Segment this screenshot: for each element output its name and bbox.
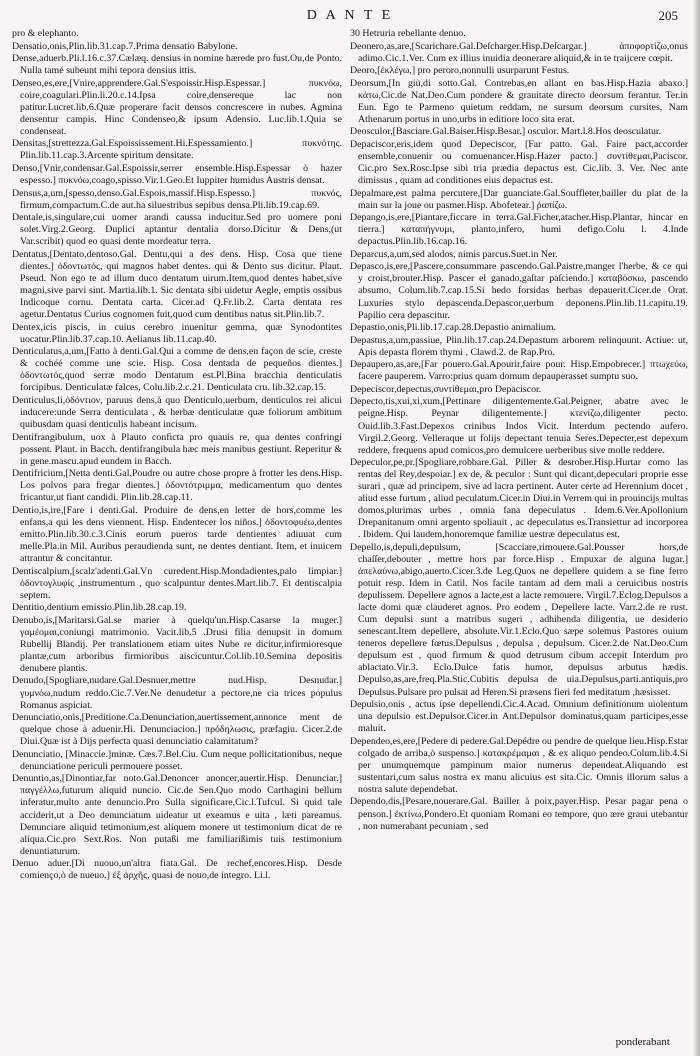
dictionary-entry: Denseo,es,ere,[Vnire,apprendere.Gal.S'espoissir.Hisp.Espessar.] πυκνόω, coire,coagulari.Plin.li.20.c.14.Ipsa coire,densereque lac non patitur.Lucret.lib.6.Quæ properare facit densos concrescere in nubes. Agmina densentur campis. Hinc Condenseo,& ipsum Adensio. Luc.lib.1.Quia se condenseat. <box>12 77 342 137</box>
dictionary-entry: Dentale,is,singulare,cui uomer arandi caussa inducitur.Sed pro uomere poni solet.Virg.2.Georg. Duplici aptantur dentalia dorso.Dicitur & Dens,(ut Var.scribit) quod eo quasi dente mordeatur terra. <box>12 212 342 248</box>
dictionary-entry: Depulsio,onis , actus ipse depellendi.Cic.4.Acad. Omnium definitionum uiolentum una depulsio est.Depulsor.Cicer.in Ant.Depulsor dominatus,quam participes,esse maluit. <box>350 699 688 735</box>
running-head: D A N T E <box>306 8 394 23</box>
dictionary-entry: Dentiscalpium,[scalz'adenti.Gal.Vn curedent.Hisp.Mondadientes,palo limpiar.] ὀδοντογλυφίς ,instrumentum , quo scalpuntur dentes.Mart.lib.7. Et dentiscalpia septem. <box>12 565 342 601</box>
dictionary-entry: Dentatus,[Dentato,dentoso.Gal. Dentu,qui a des dens. Hisp. Cosa que tiene dientes.] ὀδοντωτός, qui magnos habet dentes. qui & Dento sus dicitur. Plaut. Pseud. Non ego te ad illum duco dentatum uirum.Item,quod dentes habet,sive magni,sive parvi sint. Martia.lib.1. Sic dentata sibi uidetur Aegle, emptis ossibus Indicoque cornu. Dentata carta. Cicer.ad Q.Fr.lib.2. Carta dentata res agetur.Dentatus Curius cognomen fuit,quod cum dentibus natus sit.Plin.lib.7. <box>12 248 342 321</box>
dictionary-entry: pro & elephanto. <box>12 28 79 39</box>
left-column <box>12 28 342 1040</box>
dictionary-entry: Denuo aduer.[Di nuouo,un'altra fiata.Gal. De rechef,encores.Hisp. Desde comienço,ò de nueuo.] ἐξ ἀρχῆς, quasi de nouo,de integro. Li.l. <box>12 858 342 882</box>
dictionary-entry: Depango,is,ere,[Piantare,ficcare in terra.Gal.Ficher,atacher.Hisp.Plantar, hincar en tierra.] καταπήγνυμι, planto,infero, humi defigo.Colu l. 4.Inde depactus.Plin.lib.16.cap.16. <box>350 212 688 248</box>
dictionary-entry: Densus,a,um,[spesso,denso.Gal.Espois,massif.Hisp.Espesso.] πυκνός, firmum,compactum.C.de aut.ha siluestribus sepibus densa.Pli.lib.19.cap.69. <box>12 187 342 211</box>
dictionary-entry: Deonero,as,are,[Scarichare.Gal.Deſcharger.Hisp.Deſcargar.] ἀποφορτίζω,onus adimo.Cic.1.Ver. Cum ex illius inuidia deonerare aliquid,& in te traijcere cœpit. <box>350 40 688 64</box>
dictionary-entry: Dependeo,es,ere,[Pedere di pedere.Gal.Depédre ou pendre de quelque lieu.Hisp.Estar colgado de arriba,ò suspenso.] κατακρέμαμαι , & ex aliquo pendeo.Colum.lib.4.Si per unumquemque pampinum maior numerus dependeat.Aliquando est sustentari,cum salus nostra ex manu alicuius est sita.Cic. Omnis illorum salus a nostra salute dependebat. <box>350 735 688 795</box>
dictionary-entry: Depastio,onis,Pli.lib.17.cap.28.Depastio animalium. <box>350 322 556 334</box>
dictionary-entry: Dentitio,dentium emissio.Plin.lib.28.cap.19. <box>12 602 187 614</box>
dictionary-entry: Depeculor,pe,pr.[Spogliare,robbare.Gal. Piller & desrober.Hisp.Hurtar como las rentas del Rey,despoiar.] ex de, & peculor : Sunt qui dicant,depeculari proprie esse surari , quæ ad principem, sive ad lacra pertinent. Auter certe ad Herennium docet , aliud esse furtum , aliud peculatum.Cicer.in Diui.in Verrem qui in prouincijs multas domos,plurimas urbes , omnia fana depeculatus . Idem.6.Ver.Apollonium Drepanitanum omni argento spoliauit , ac depeculatus es.Transiettur ad incorporea . Ibidem. Qui laudem,honoremque familiæ uestræ depeculatus est. <box>350 457 688 541</box>
dictionary-entry: Depecto,tis,xui,xi,xum,[Pettinare diligentemente.Gal.Peigner, abatre avec le peigne.Hisp. Peynar diligentemente.] κτενίζω,diligenter pecto. Ouid.lib.3.Fast.Depexos crinibus Indos Vicit. Interdum pectendo aufero. Virgil.2.Georg. Velleraque ut folijs depectant tenuia Seres.Depecter,est depexum reddere, frequens apud comicos,pro demulcere uerberibus sive molle reddere. <box>350 396 688 456</box>
dictionary-entry: Dentifricium,[Netta denti.Gal.Poudre ou autre chose propre à frotter les dens.Hisp. Los polvos para fregar dientes.] ὀδοντότριμμα, medicamentum quo dentes fricantur,ut fiant candidi. Plin.lib.28.cap.11. <box>12 468 342 504</box>
dictionary-entry: Dense,aduerb.Pli.l.16.c.37.Cælæq. densius in nomine hærede pro fust.Ou,de Ponto. Nulla tamé subeunt mihi tepora densius ittis. <box>12 53 342 77</box>
right-column <box>350 28 688 1040</box>
dictionary-entry: Depeciscor,depectus,συντίθεμαι,pro Depaciscor. <box>350 383 542 395</box>
dictionary-entry: Deoro,[ἐκλέγω,] pro peroro,nonnulli usurparunt Festus. <box>350 65 570 77</box>
dictionary-entry: Denudo,[Spogliare,nudare.Gal.Desnuer,mettre nud.Hisp. Desnudar.] γυμνόω,nudum reddo.Cic.7.Ver.Ne denudetur a pectore,ne cia trices populus Romanus aspiciat. <box>12 675 342 711</box>
page-spine-shadow <box>694 0 700 1056</box>
dictionary-entry: 30 Hetruria rebellante denuo. <box>350 28 466 39</box>
dictionary-entry: Depello,is,depuli,depulsum, [Scacciare,rimouere.Gal.Pousser hors,de chaſſer,debouter , mettre hors par force.Hisp . Empuxar de alguna lugar.] ἀπελαύνω,abigo,auerto.Cicer.3.de Leg.Quos ne depellere quidem a se fine ferro potuit resp. Idem in Catil. Nos facile tantam ad dem mali a ceruicibus nostris depulissem. Depellere agnos a lacte,est a lacte remouere. Virgil.7.Eclog.Depulsos a lacte domi quæ clauderet agnos. Pro eodem , Depellere lacte. Varr.2.de re rust. Cum depulsi sunt a matribus sugeri , adhibenda diligentia, ue desiderio senescant.Item depellere, absolute.Vir.1.Eclo.Quo sæpe solemus Pastores ouium teneros depellere fœtus.Depulsus , depulsa , depulsum. Cicer.2.de Nat.Deo.Cum depulsum est , quod firmum & quod detrusum cibum accepit Interdum pro ablactato.Vir.3. Eclo.Dulce fatis humor, depulsus arbutus hædis. Depulso,as,are,freq.Pla.Stic.Cubitis depulsa de uia.Depulsus,parti.antiquis,pro Depulsus.Pulsare pro pulsat ad Heren.Si præsens fieri fed meditatum ,hæsisset. <box>350 541 688 698</box>
dictionary-entry: Depaupero,as,are,[Far pouero.Gal.Apourir,faire pour. Hisp.Empobrecer.] πτωχεύω, facere pauperem. Varro:prius quam domum depauperasset sumptu suo. <box>350 359 688 383</box>
dictionary-entry: Depaciscor,eris,idem quod Depeciscor, [Far patto. Gal. Faire pact,accorder ensemble,conuenir ou comuenancer.Hisp.Hazer pacto.] συντίθεμαι,Paciscor. Cic.pro Sex.Rosc.Ipse sibi tria prædia depactus est. Cic.lib. 3. Ver. Nec ante dimissus , quam ad conditiones eius depactus est. <box>350 138 688 187</box>
dictionary-entry: Depasco,is,ere,[Pascere,consummare pascendo.Gal.Paistre,manger l'herbe, & ce qui y croist,brouter.Hisp. Pascer el ganado,gaſtar paſciendo.] καταβόσκω, pascendo absumo, Colum.lib.7.cap.15.Si hedo forsidas herbas depauerit.Cicer.de Orat. Luxuries stylo depascenda.Depascor,uerbum deponens.Plin.lib.11.capitu.19. Papilio cera depascitur. <box>350 261 688 321</box>
dictionary-entry: Denubo,is,[Maritarsi.Gal.se marier à quelqu'un.Hisp.Casarse la muger.] γαμέομαι,coniungi matrimonio. Vacit.lib.5 .Drusi filia denupsit in domum Rubellij Blandij. Per translationem etiam uites Nube re dicitur,infirmioresque plantæ,cum arboribus firmioribus aiscicuntur.Col.lib.10.Semina depositis denubere plantis. <box>12 614 342 674</box>
dictionary-entry: Denunciatio, [Minaccie.]minæ. Cæs.7.Bel.Ciu. Cum neque pollicitationibus, neque denunciatione periculi permouere posset. <box>12 748 342 772</box>
catchword: ponderabant <box>615 1036 670 1048</box>
dictionary-entry: Denticulatus,a,um,[Fatto à denti.Gal.Qui a comme de dens,en façon de scie, creste & cochéé comme une scie. Hisp. Cosa dentada de pequeños dientes.] ὀδοντωτός,quod serræ modo Dentatum est.Pl.Bina bracchia denticulatis forcipibus. Denticulatæ falces, Colu.lib.2.c.21. Denticulata cru. lib.32.cap.15. <box>12 346 342 394</box>
dictionary-entry: Dentex,icis piscis, in cuius cerebro inuenitur gemma, quæ Synodontites uocatur.Plin.lib.37.cap.10. Aelianus lib.11.cap.40. <box>12 321 342 345</box>
page-number: 205 <box>658 8 678 23</box>
dictionary-entry: Denso,[Vnir,condensar.Gal.Espoissir,serrer ensemble.Hisp.Espessar ò hazer espesso.] πυκνόω,coago,spisso.Vir.1.Geo.Et Iuppiter humidus Austris densat. <box>12 163 342 187</box>
dictionary-entry: Densatio,onis,Plin.lib.31.cap.7.Prima densatio Babylone. <box>12 40 238 52</box>
dictionary-entry: Depalmare,est palma percutere,[Dar guanciate.Gal.Souffleter,bailler du plat de la main sur la joue ou pasmer.Hisp. Abofetear.] ῥαπίζω. <box>350 187 688 211</box>
dictionary-entry: Dentio,is,ire,[Fare i denti.Gal. Produire de dens,en letter de hors,comme les enfans,a qui les dens viennent. Hisp. Endentecer los niños.] ὀδοντοφυέω,dentes emitto.Plin.lib.30.c.3.Cinis eorum pueros tarde dentientes adiuuat cum melle.Pla.in Mil. Auribus peraudienda sunt, ne dentes dentiant. Item, et inuicem attrantur & concitantur. <box>12 504 342 565</box>
dictionary-entry: Denunciatio,onis,[Preditione.Ca.Denunciation,auertissement,annonce ment de quelque chose à aduenir.Hi. Denunciacion.] πρόδηλωσις, præfagiu. Cicer.2.de Diui.Quæ ist à Dijs perfecta quasi denunciatio calamitatum? <box>12 712 342 748</box>
dictionary-entry: Depastus,a,um,passiue, Plin.lib.17.cap.24.Depastum arborem relinquunt. Actiue: ut, Apis depasta florem thymi , Clawd.2. de Rap.Pro. <box>350 334 688 358</box>
dictionary-entry: Denuntio,as,[Dinontiar,far noto.Gal.Denoncer anoncer,auertir.Hisp. Denunciar.] παγγέλλω,futurum aliquid nuncio. Cic.de Sen.Quo modo Carthagini bellum inferatur,multo ante denuncio.Pro Sulla significare,Cic.l.Tufcul. Si quid tale acciderit,ut a Deo denunciatum uideatur ut exeamus e uita , læti pareamus. Denunciare aliquid tetimonium,est aliquem monere ut testimonium dicat de re aliqua.Cic.pro Sext.Ros. Non putaßi me familiarißimis tuis testimonium denuntiaturum. <box>12 773 342 857</box>
dictionary-entry: Dependo,dis,[Pesare,nouerare.Gal. Bailler à poix,payer.Hisp. Pesar pagar pena o penson.] ἐκτίνω,Pondero.Et quoniam Romani eo tempore, quo ære graui utebantur , non numerabant pecuniam , sed <box>350 796 688 832</box>
dictionary-entry: Densitas,[strettezza.Gal.Espoississement.Hi.Espessamiento.] πυκνότης. Plin.lib.11.cap.3.Arcente spiritum densitate. <box>12 138 342 162</box>
dictionary-entry: Deparcus,a,um,sed alodos, nimis parcus.Suet.in Ner. <box>350 248 558 260</box>
dictionary-entry: Dentifrangibulum, uox à Plauto conficta pro quauis re, qua dentes confringi possent. Plaut. in Bacch. dentifrangibula hæc meis manibus gestiunt. Reperitur & in gene.mascu.apud eundem in Bacch. <box>12 431 342 467</box>
dictionary-entry: Deorsum,[In giù,di sotto.Gal. Contrebas,en allant en bas.Hisp.Hazia abaxo.] κάτω,Cic.de Nat.Deo.Cum pondere & grauitate directo deorsum ferantur. Ter.in Eun. Ego te Parmeno quietum reddam, ne sursum deorsum cursites, Nam Athenarum portus in uno,urbs in editiore loco sita erat. <box>350 77 688 125</box>
dictionary-entry: Deosculor,[Basciare.Gal.Baiser.Hisp.Besar.] osculor. Mart.l.8.Hos deosculatur. <box>350 126 662 138</box>
dictionary-entry: Denticulus,li,ὀδόντιον, paruus dens,à quo Denticulo,uerbum, denticulos rei alicui inducere:unde Serra denticulata , & herbæ denticulatæ quæ foliorum ambitum quibusdam quasi denticulis habeant incisum. <box>12 394 342 430</box>
